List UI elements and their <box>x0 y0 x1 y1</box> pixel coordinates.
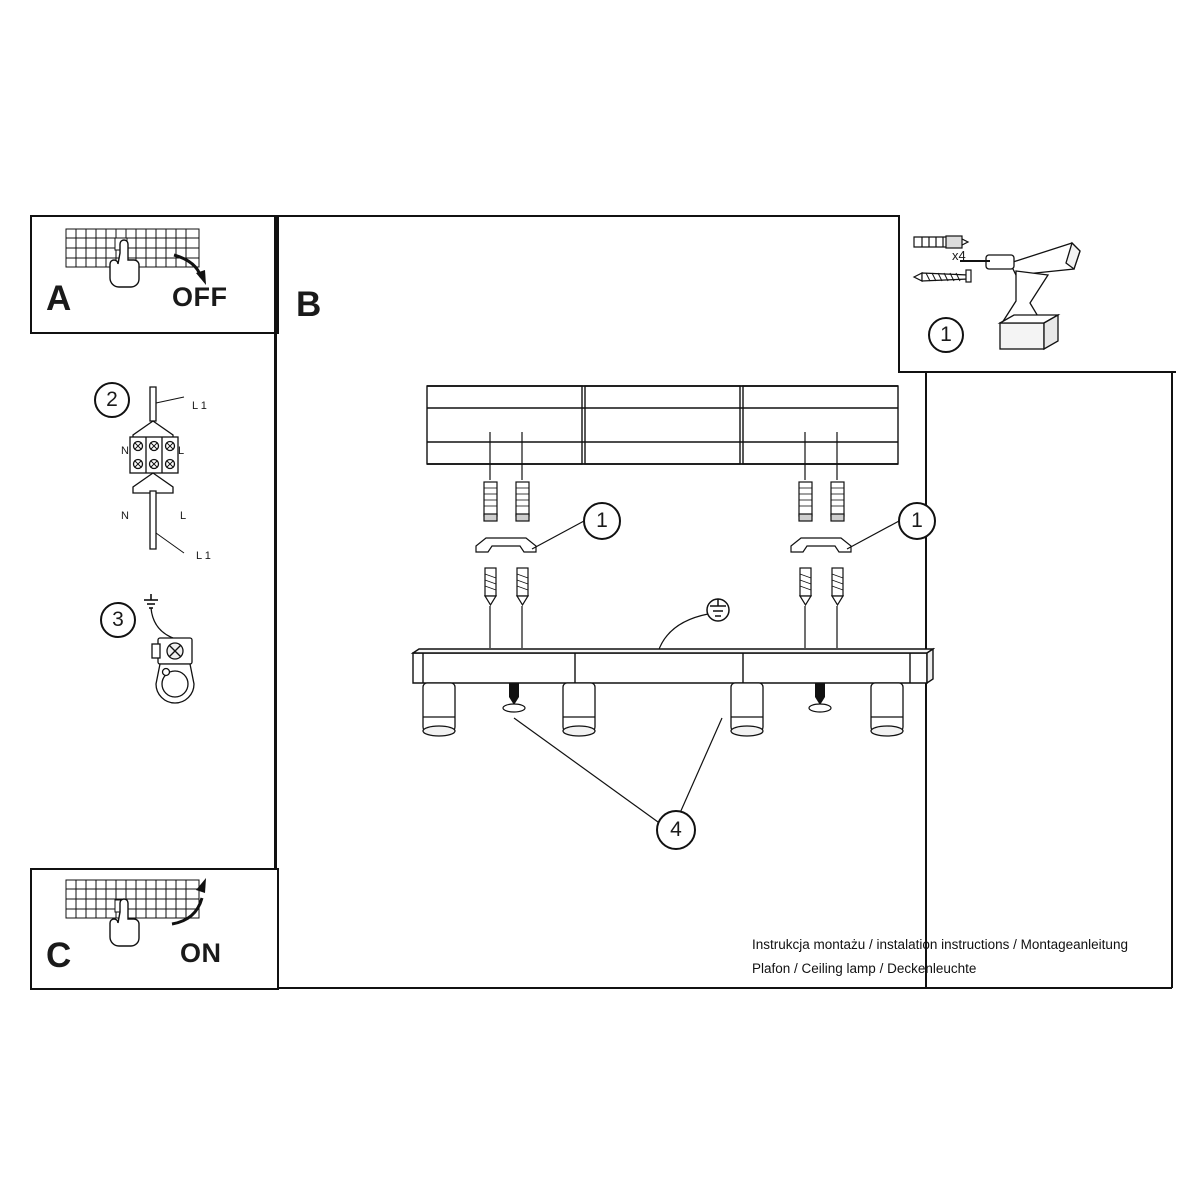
step-circle-3: 3 <box>100 602 136 638</box>
panel-c-action-label: ON <box>180 938 222 968</box>
step-circle-2: 2 <box>94 382 130 418</box>
footer-line-1: Instrukcja montażu / instalation instructions / Montageanleitung <box>752 937 1128 952</box>
parts-quantity: x4 <box>952 248 966 263</box>
spot-head-4 <box>871 683 903 736</box>
spot-head-1 <box>423 683 455 736</box>
step-circle-1-right: 1 <box>898 502 936 540</box>
footer-line-2: Plafon / Ceiling lamp / Deckenleuchte <box>752 960 977 976</box>
terminal-label-l-top: L <box>178 445 185 457</box>
panel-c-letter: C <box>46 936 72 975</box>
panel-parts <box>898 215 1176 373</box>
footer-text <box>752 933 1128 980</box>
panel-c <box>30 868 279 990</box>
leader-line-right <box>845 519 903 551</box>
terminal-label-n-top: N <box>121 445 129 457</box>
terminal-label-n-bottom: N <box>121 510 129 522</box>
earth-connection-diagram <box>130 592 220 752</box>
panel-a-action-label: OFF <box>172 282 228 312</box>
leader-line-left <box>530 519 588 551</box>
earth-ground-symbol <box>144 594 158 608</box>
step-circle-4: 4 <box>656 810 696 850</box>
terminal-label-l1-top: L 1 <box>192 400 207 412</box>
panel-b-letter: B <box>296 285 322 324</box>
terminal-block-diagram <box>120 385 230 575</box>
terminal-label-l1-bottom: L 1 <box>196 550 211 562</box>
step-circle-1-parts: 1 <box>928 317 964 353</box>
terminal-label-l-bottom: L <box>180 510 187 522</box>
step-4-leaders <box>500 712 730 830</box>
panel-a-letter: A <box>46 279 72 318</box>
step-circle-1-left: 1 <box>583 502 621 540</box>
spot-head-3 <box>731 683 763 736</box>
